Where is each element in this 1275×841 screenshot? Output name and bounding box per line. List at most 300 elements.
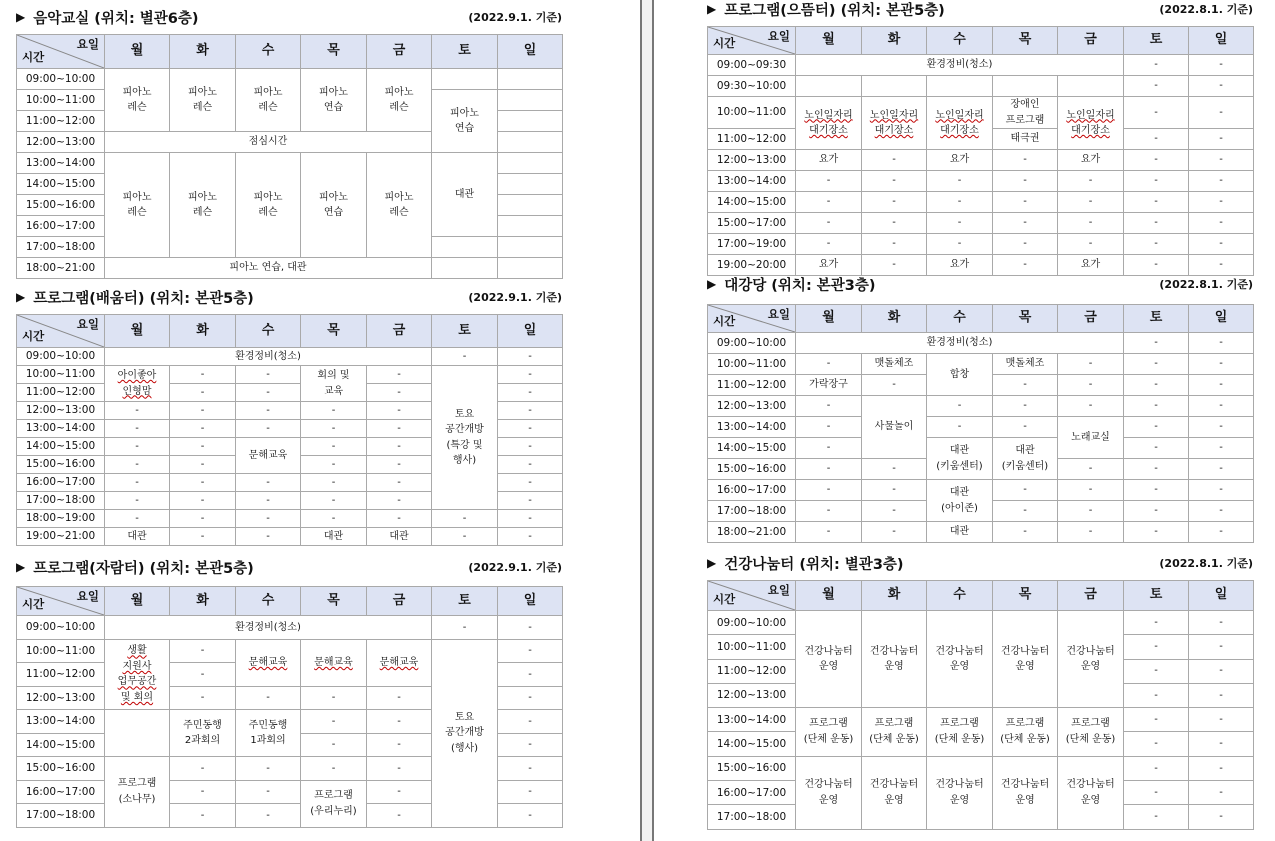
schedule-cell — [796, 375, 862, 396]
schedule-text: - — [1088, 358, 1093, 370]
table-row — [17, 510, 563, 528]
schedule-text: 환경정비(청소) — [926, 59, 993, 71]
schedule-cell — [170, 366, 236, 384]
schedule-text: - — [1219, 526, 1223, 538]
schedule-cell — [862, 611, 927, 708]
schedule-cell — [105, 438, 170, 456]
section-date: (2022.9.1. 기준) — [468, 291, 562, 304]
schedule-cell — [498, 195, 563, 216]
table-row — [708, 333, 1254, 354]
time-cell: 10:00~11:00 — [708, 97, 796, 129]
schedule-text: - — [528, 668, 532, 680]
schedule-cell — [236, 474, 301, 492]
schedule-cell — [927, 522, 993, 543]
schedule-cell — [927, 438, 993, 480]
schedule-cell — [1124, 354, 1189, 375]
table-row — [708, 756, 1254, 780]
time-cell: 13:00~14:00 — [17, 420, 105, 438]
schedule-text: - — [1219, 421, 1223, 433]
schedule-cell — [432, 639, 498, 827]
schedule-text: 건강나눔터 운영 — [1066, 779, 1115, 806]
schedule-text: - — [528, 386, 532, 398]
schedule-text: 피아노 연습, 대관 — [229, 262, 307, 274]
schedule-text: 문해교육 — [379, 656, 419, 668]
day-header: 수 — [927, 27, 993, 55]
schedule-cell — [1058, 396, 1124, 417]
schedule-cell — [1058, 150, 1124, 171]
schedule-text: - — [1023, 379, 1027, 391]
schedule-cell — [993, 417, 1058, 438]
schedule-text: - — [266, 476, 270, 488]
schedule-text: - — [1154, 196, 1158, 208]
schedule-text: - — [462, 621, 467, 633]
schedule-text: - — [1088, 175, 1093, 187]
schedule-cell — [927, 396, 993, 417]
schedule-cell — [1058, 708, 1124, 757]
schedule-text: - — [1154, 762, 1158, 774]
schedule-text: 피아노 레슨 — [188, 191, 217, 218]
schedule-cell — [796, 611, 862, 708]
schedule-text: - — [462, 350, 467, 362]
schedule-cell — [993, 129, 1058, 150]
schedule-cell — [862, 396, 927, 459]
schedule-cell — [993, 76, 1058, 97]
schedule-text: - — [892, 379, 896, 391]
day-header: 수 — [236, 315, 301, 348]
schedule-text: - — [528, 422, 532, 434]
schedule-cell — [927, 708, 993, 757]
schedule-text: 프로그램 (단체 운동) — [803, 718, 854, 745]
schedule-cell — [236, 710, 301, 757]
schedule-cell — [993, 438, 1058, 480]
time-cell: 13:00~14:00 — [708, 708, 796, 732]
schedule-cell — [301, 420, 367, 438]
corner-day-label: 요일 — [76, 317, 99, 331]
schedule-text: - — [528, 621, 532, 633]
table-row — [17, 366, 563, 384]
schedule-text: - — [397, 512, 401, 524]
schedule-text: - — [1154, 133, 1158, 145]
schedule-cell — [170, 510, 236, 528]
corner-day-label: 요일 — [76, 37, 99, 51]
schedule-text: - — [528, 739, 532, 750]
schedule-cell — [105, 474, 170, 492]
schedule-cell — [1124, 635, 1189, 659]
schedule-text: - — [200, 530, 205, 542]
schedule-text: 대관 — [323, 530, 344, 542]
schedule-cell — [927, 192, 993, 213]
schedule-text: - — [1023, 175, 1027, 187]
time-cell: 12:00~13:00 — [708, 683, 796, 707]
schedule-text: - — [528, 404, 532, 416]
schedule-cell — [105, 132, 432, 153]
schedule-cell — [236, 804, 301, 828]
schedule-text: - — [1219, 484, 1223, 496]
schedule-cell — [105, 153, 170, 258]
schedule-cell — [796, 522, 862, 543]
day-header: 월 — [796, 581, 862, 611]
schedule-cell — [1189, 213, 1254, 234]
schedule-text: - — [200, 494, 205, 506]
schedule-cell — [498, 474, 563, 492]
schedule-text: - — [200, 368, 205, 380]
schedule-text: 대관 (아이존) — [941, 487, 978, 514]
schedule-cell — [993, 192, 1058, 213]
day-header: 목 — [301, 35, 367, 69]
section-title: ▶ 음악교실 (위치: 별관6층) — [16, 10, 199, 27]
schedule-text: - — [200, 404, 205, 416]
schedule-text: - — [397, 422, 401, 434]
schedule-cell — [1189, 234, 1254, 255]
table-row — [17, 258, 563, 279]
table-row — [708, 192, 1254, 213]
schedule-text: - — [1219, 80, 1223, 92]
schedule-cell — [862, 150, 927, 171]
triangle-icon: ▶ — [16, 560, 26, 574]
schedule-text: 토요 공간개방 (행사) — [445, 711, 484, 754]
time-cell: 10:00~11:00 — [17, 366, 105, 384]
schedule-text: - — [1219, 196, 1223, 208]
corner-day-label: 요일 — [767, 307, 790, 321]
schedule-text: 생활 지원사 업무공간 및 회의 — [117, 645, 157, 703]
schedule-cell — [1124, 683, 1189, 707]
schedule-cell — [1058, 522, 1124, 543]
schedule-cell — [367, 710, 432, 734]
schedule-text: - — [331, 440, 336, 452]
time-cell: 10:00~11:00 — [17, 639, 105, 663]
schedule-cell — [796, 396, 862, 417]
schedule-text: - — [1219, 337, 1223, 349]
schedule-text: - — [331, 476, 336, 488]
time-cell: 18:00~19:00 — [17, 510, 105, 528]
schedule-cell — [796, 234, 862, 255]
day-header: 목 — [301, 587, 367, 616]
schedule-text: 프로그램 (단체 운동) — [1065, 718, 1116, 745]
table-row — [708, 480, 1254, 501]
day-header: 수 — [927, 305, 993, 333]
schedule-cell — [993, 396, 1058, 417]
time-cell: 17:00~18:00 — [17, 237, 105, 258]
schedule-cell — [301, 456, 367, 474]
schedule-cell — [236, 438, 301, 474]
table-row — [708, 396, 1254, 417]
schedule-cell — [367, 456, 432, 474]
time-cell: 17:00~18:00 — [17, 804, 105, 828]
time-cell: 16:00~17:00 — [17, 780, 105, 804]
schedule-cell — [1124, 333, 1189, 354]
schedule-text: 프로그램 (단체 운동) — [869, 718, 919, 745]
schedule-cell — [1124, 611, 1189, 635]
schedule-cell — [236, 69, 301, 132]
time-cell: 12:00~13:00 — [17, 132, 105, 153]
schedule-cell — [367, 639, 432, 686]
schedule-text: - — [266, 530, 270, 542]
schedule-text: - — [331, 762, 336, 774]
schedule-text: - — [1154, 786, 1158, 798]
schedule-cell — [236, 686, 301, 710]
schedule-text: - — [135, 476, 139, 488]
schedule-text: - — [528, 476, 532, 488]
schedule-text: - — [528, 350, 532, 362]
schedule-cell — [498, 528, 563, 546]
schedule-cell — [498, 69, 563, 90]
schedule-text: - — [528, 762, 532, 774]
schedule-text: 사물놀이 — [874, 421, 914, 433]
schedule-cell — [236, 780, 301, 804]
schedule-cell — [1124, 522, 1189, 543]
schedule-cell — [1058, 501, 1124, 522]
schedule-cell — [1189, 708, 1254, 732]
schedule-cell — [1124, 129, 1189, 150]
schedule-cell — [796, 192, 862, 213]
time-cell: 15:00~16:00 — [708, 756, 796, 780]
time-cell: 16:00~17:00 — [17, 216, 105, 237]
schedule-cell — [927, 213, 993, 234]
time-cell: 13:00~14:00 — [708, 171, 796, 192]
day-header: 일 — [1189, 305, 1254, 333]
time-cell: 17:00~18:00 — [708, 501, 796, 522]
schedule-cell — [367, 686, 432, 710]
schedule-cell — [1189, 781, 1254, 805]
schedule-cell — [432, 616, 498, 640]
schedule-text: - — [826, 421, 831, 433]
schedule-text: - — [1154, 442, 1158, 454]
schedule-cell — [105, 258, 432, 279]
schedule-text: - — [1023, 421, 1027, 433]
schedule-cell — [1058, 756, 1124, 829]
schedule-cell — [367, 420, 432, 438]
schedule-text: - — [826, 238, 831, 250]
schedule-text: - — [397, 368, 401, 380]
schedule-text: - — [331, 494, 336, 506]
schedule-text: - — [528, 368, 532, 380]
schedule-text: 노인일자리 대기장소 — [935, 109, 984, 136]
schedule-cell — [862, 354, 927, 375]
schedule-cell — [236, 639, 301, 686]
schedule-text: - — [1023, 526, 1027, 538]
schedule-cell — [862, 756, 927, 829]
triangle-icon: ▶ — [16, 290, 26, 304]
day-header: 토 — [1124, 27, 1189, 55]
table-row — [708, 234, 1254, 255]
schedule-text: 대관 (키움센터) — [1001, 445, 1049, 472]
schedule-cell — [993, 150, 1058, 171]
section-title: ▶ 프로그램(자람터) (위치: 본관5층) — [16, 560, 254, 577]
schedule-cell — [432, 237, 498, 258]
schedule-text: - — [1154, 463, 1158, 475]
table-row — [708, 708, 1254, 732]
schedule-cell — [367, 780, 432, 804]
schedule-cell — [1124, 756, 1189, 780]
schedule-cell — [1189, 501, 1254, 522]
schedule-cell — [1124, 438, 1189, 459]
schedule-text: 건강나눔터 운영 — [804, 645, 853, 673]
schedule-text: - — [266, 422, 270, 434]
schedule-table — [16, 314, 563, 546]
schedule-cell — [367, 474, 432, 492]
schedule-text: 노래교실 — [1071, 431, 1110, 443]
schedule-text: - — [1154, 526, 1158, 538]
time-cell: 12:00~13:00 — [708, 150, 796, 171]
schedule-text: - — [1219, 379, 1223, 391]
schedule-cell — [1058, 97, 1124, 150]
schedule-text: - — [200, 692, 205, 703]
schedule-text: - — [1154, 154, 1158, 166]
schedule-cell — [862, 76, 927, 97]
corner-header — [708, 581, 796, 611]
schedule-text: - — [957, 217, 962, 229]
day-header: 화 — [862, 305, 927, 333]
time-cell: 09:00~10:00 — [17, 616, 105, 640]
time-cell: 15:00~16:00 — [17, 195, 105, 216]
schedule-cell — [301, 710, 367, 734]
schedule-text: 맷돌체조 — [874, 358, 914, 370]
schedule-text: - — [1219, 400, 1223, 412]
schedule-cell — [796, 438, 862, 459]
table-row — [17, 153, 563, 174]
day-header: 일 — [498, 315, 563, 348]
schedule-table — [16, 586, 563, 828]
schedule-text: - — [1154, 505, 1158, 517]
schedule-text: 태극권 — [1010, 133, 1040, 145]
table-row — [708, 171, 1254, 192]
schedule-cell — [170, 402, 236, 420]
time-cell: 14:00~15:00 — [17, 733, 105, 757]
schedule-cell — [993, 255, 1058, 276]
schedule-text: - — [1154, 421, 1158, 433]
schedule-text: - — [1088, 217, 1093, 229]
section-date: (2022.9.1. 기준) — [468, 561, 562, 574]
corner-header — [708, 305, 796, 333]
schedule-text: - — [1219, 689, 1223, 701]
schedule-cell — [862, 213, 927, 234]
time-cell: 13:00~14:00 — [17, 153, 105, 174]
schedule-cell — [1124, 501, 1189, 522]
schedule-cell — [1189, 129, 1254, 150]
schedule-text: - — [266, 404, 270, 416]
schedule-text: 피아노 연습 — [450, 107, 479, 134]
schedule-cell — [498, 237, 563, 258]
time-cell: 11:00~12:00 — [17, 384, 105, 402]
schedule-cell — [993, 522, 1058, 543]
schedule-text: 건강나눔터 운영 — [1066, 645, 1115, 673]
schedule-cell — [1189, 171, 1254, 192]
schedule-text: - — [1154, 217, 1158, 229]
schedule-cell — [236, 384, 301, 402]
schedule-text: 대관 (키움센터) — [936, 445, 983, 472]
schedule-text: - — [826, 442, 831, 454]
triangle-icon: ▶ — [707, 2, 717, 16]
schedule-cell — [1189, 97, 1254, 129]
page-gutter — [640, 0, 654, 841]
schedule-text: - — [1219, 133, 1223, 145]
schedule-text: 대관 — [389, 530, 409, 542]
schedule-text: 주민동행 1과회의 — [248, 719, 288, 746]
day-header: 월 — [105, 587, 170, 616]
schedule-text: 대관 — [454, 188, 475, 200]
schedule-text: - — [1023, 217, 1027, 229]
schedule-text: - — [528, 440, 532, 452]
schedule-cell — [498, 804, 563, 828]
schedule-cell — [927, 234, 993, 255]
schedule-text: 요가 — [1080, 154, 1101, 166]
schedule-cell — [1189, 732, 1254, 756]
schedule-cell — [301, 510, 367, 528]
schedule-text: - — [957, 238, 962, 250]
schedule-cell — [1058, 234, 1124, 255]
day-header: 목 — [993, 305, 1058, 333]
schedule-text: - — [1219, 175, 1223, 187]
schedule-cell — [432, 510, 498, 528]
schedule-text: - — [1154, 379, 1158, 391]
schedule-cell — [862, 522, 927, 543]
schedule-text: - — [1154, 714, 1158, 726]
section-date: (2022.8.1. 기준) — [1159, 557, 1253, 570]
schedule-cell — [105, 348, 432, 366]
schedule-text: - — [397, 739, 401, 750]
schedule-cell — [301, 492, 367, 510]
section-date: (2022.8.1. 기준) — [1159, 278, 1253, 291]
schedule-text: - — [1154, 400, 1158, 412]
day-header: 월 — [796, 305, 862, 333]
schedule-cell — [1124, 171, 1189, 192]
schedule-text: 피아노 레슨 — [384, 86, 414, 113]
corner-header — [708, 27, 796, 55]
corner-time-label: 시간 — [713, 36, 736, 51]
schedule-cell — [170, 474, 236, 492]
schedule-text: - — [1088, 526, 1093, 538]
time-cell: 12:00~13:00 — [708, 396, 796, 417]
schedule-text: - — [1219, 238, 1223, 250]
day-header: 월 — [796, 27, 862, 55]
schedule-text: - — [1219, 217, 1223, 229]
schedule-text: 피아노 레슨 — [253, 86, 283, 113]
schedule-text: - — [397, 440, 401, 452]
schedule-text: 피아노 연습 — [319, 86, 348, 113]
corner-time-label: 시간 — [22, 50, 45, 65]
section-title: ▶ 프로그램(으뜸터) (위치: 본관5층) — [707, 2, 945, 19]
schedule-text: - — [892, 196, 896, 208]
schedule-text: 노인일자리 대기장소 — [1066, 109, 1115, 136]
schedule-cell — [1058, 213, 1124, 234]
schedule-cell — [301, 639, 367, 686]
schedule-text: - — [200, 440, 205, 452]
schedule-text: 프로그램 (소나무) — [117, 778, 157, 805]
schedule-cell — [105, 402, 170, 420]
schedule-cell — [105, 366, 170, 402]
schedule-cell — [1189, 611, 1254, 635]
table-row — [708, 97, 1254, 129]
section-title: ▶ 대강당 (위치: 본관3층) — [707, 277, 876, 294]
schedule-text: - — [331, 422, 336, 434]
schedule-text: - — [528, 809, 532, 821]
schedule-cell — [105, 528, 170, 546]
corner-day-label: 요일 — [76, 589, 99, 603]
schedule-text: 요가 — [818, 154, 839, 166]
schedule-text: - — [1219, 665, 1223, 677]
schedule-text: - — [528, 458, 532, 470]
time-cell: 15:00~16:00 — [708, 459, 796, 480]
schedule-cell — [105, 492, 170, 510]
schedule-cell — [367, 733, 432, 757]
schedule-table — [16, 34, 563, 279]
schedule-cell — [1189, 480, 1254, 501]
time-cell: 09:00~10:00 — [17, 69, 105, 90]
time-cell: 09:00~10:00 — [708, 611, 796, 635]
schedule-cell — [170, 492, 236, 510]
schedule-text: 건강나눔터 운영 — [935, 779, 984, 806]
schedule-text: 피아노 레슨 — [122, 191, 152, 218]
